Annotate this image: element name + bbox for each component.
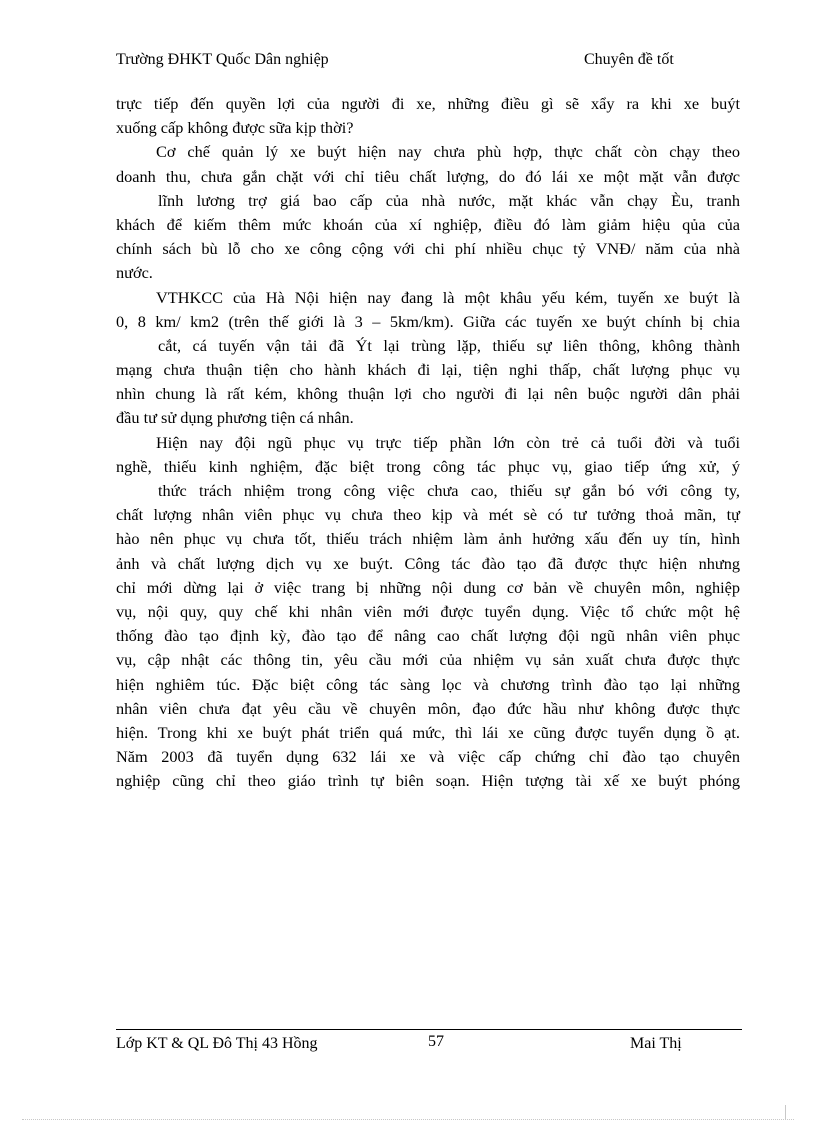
- text-line: chính sách bù lỗ cho xe công cộng với chi phí nhiều chục tỷ VNĐ/ năm của nhà: [116, 239, 740, 259]
- page-bottom-border: [22, 1119, 794, 1120]
- text-line: nghề, thiếu kinh nghiệm, đặc biệt trong công tác phục vụ, giao tiếp ứng xử, ý: [116, 456, 740, 476]
- body-text: [116, 92, 740, 793]
- text-line: doanh thu, chưa gắn chặt với chỉ tiêu chất lượng, do đó lái xe một mặt vẫn được: [116, 166, 740, 186]
- text-line: Hiện nay đội ngũ phục vụ trực tiếp phần lớn còn trẻ cả tuổi đời và tuổi: [156, 432, 740, 452]
- text-line: hào nên phục vụ chưa tốt, thiếu trách nhiệm làm ảnh hưởng xấu đến uy tín, hình: [116, 529, 740, 549]
- footer-class-name: Lớp KT & QL Đô Thị 43 Hồng: [116, 1035, 318, 1052]
- text-line: cắt, cá tuyến vận tải đã Ýt lại trùng lặp, thiếu sự liên thông, không thành: [158, 335, 740, 355]
- text-line: khách để kiếm thêm mức khoán của xí nghiệp, điều đó làm giảm hiệu qủa của: [116, 214, 740, 234]
- text-line: chỉ mới dừng lại ở việc trang bị những nội dung cơ bản về chuyên môn, nghiệp: [116, 577, 740, 597]
- text-line: trực tiếp đến quyền lợi của người đi xe, những điều gì sẽ xẩy ra khi xe buýt: [116, 94, 740, 113]
- header-school-name: Trường ĐHKT Quốc Dân nghiệp: [116, 51, 329, 68]
- text-line: nghiệp cũng chỉ theo giáo trình tự biên soạn. Hiện tượng tài xế xe buýt phóng: [116, 771, 740, 791]
- text-line: nhìn chung là rất kém, không thuận lợi cho người đi lại nên buộc người dân phải: [116, 384, 740, 404]
- text-line: vụ, cập nhật các thông tin, yêu cầu mới của nhiệm vụ sản xuất chưa được thực: [116, 650, 740, 670]
- page-corner-mark: [785, 1105, 786, 1119]
- text-line: nước.: [116, 263, 153, 283]
- text-line: ảnh và chất lượng dịch vụ xe buýt. Công tác đào tạo đã được thực hiện nhưng: [116, 553, 740, 573]
- text-line: VTHKCC của Hà Nội hiện nay đang là một khâu yếu kém, tuyến xe buýt là: [156, 287, 740, 307]
- text-line: xuống cấp không được sữa kịp thời?: [116, 118, 354, 138]
- text-line: hiện nghiêm túc. Đặc biệt công tác sàng lọc và chương trình đào tạo lại những: [116, 674, 740, 694]
- text-line: 0, 8 km/ km2 (trên thế giới là 3 – 5km/km). Giữa các tuyến xe buýt chính bị chia: [116, 311, 740, 331]
- text-line: nhân viên chưa đạt yêu cầu về chuyên môn, đạo đức hầu như không được thực: [116, 698, 740, 718]
- text-line: thống đào tạo định kỳ, đào tạo để nâng cao chất lượng đội ngũ nhân viên phục: [116, 626, 740, 646]
- text-line: mạng chưa thuận tiện cho hành khách đi lại, tiện nghi thấp, chất lượng phục vụ: [116, 360, 740, 380]
- header-document-type: Chuyên đề tốt: [584, 51, 674, 68]
- text-line: lĩnh lương trợ giá bao cấp của nhà nước, mặt khác vẫn chạy Èu, tranh: [158, 190, 740, 210]
- text-line: hiện. Trong khi xe buýt phát triển quá mức, thì lái xe cũng được tuyển dụng ồ ạt.: [116, 722, 740, 742]
- page-number: 57: [428, 1033, 444, 1050]
- text-line: Năm 2003 đã tuyển dụng 632 lái xe và việc cấp chứng chỉ đào tạo chuyên: [116, 747, 740, 767]
- text-line: chất lượng nhân viên phục vụ chưa theo kịp và mét sè có tư tưởng thoả mãn, tự: [116, 505, 740, 525]
- footer-divider: [116, 1029, 742, 1030]
- text-line: thức trách nhiệm trong công việc chưa cao, thiếu sự gắn bó với công ty,: [158, 481, 740, 500]
- footer-author: Mai Thị: [630, 1035, 682, 1052]
- text-line: đầu tư sử dụng phương tiện cá nhân.: [116, 408, 354, 428]
- text-line: Cơ chế quản lý xe buýt hiện nay chưa phù hợp, thực chất còn chạy theo: [156, 142, 740, 162]
- text-line: vụ, nội quy, quy chế khi nhân viên mới được tuyển dụng. Việc tổ chức một hệ: [116, 601, 740, 621]
